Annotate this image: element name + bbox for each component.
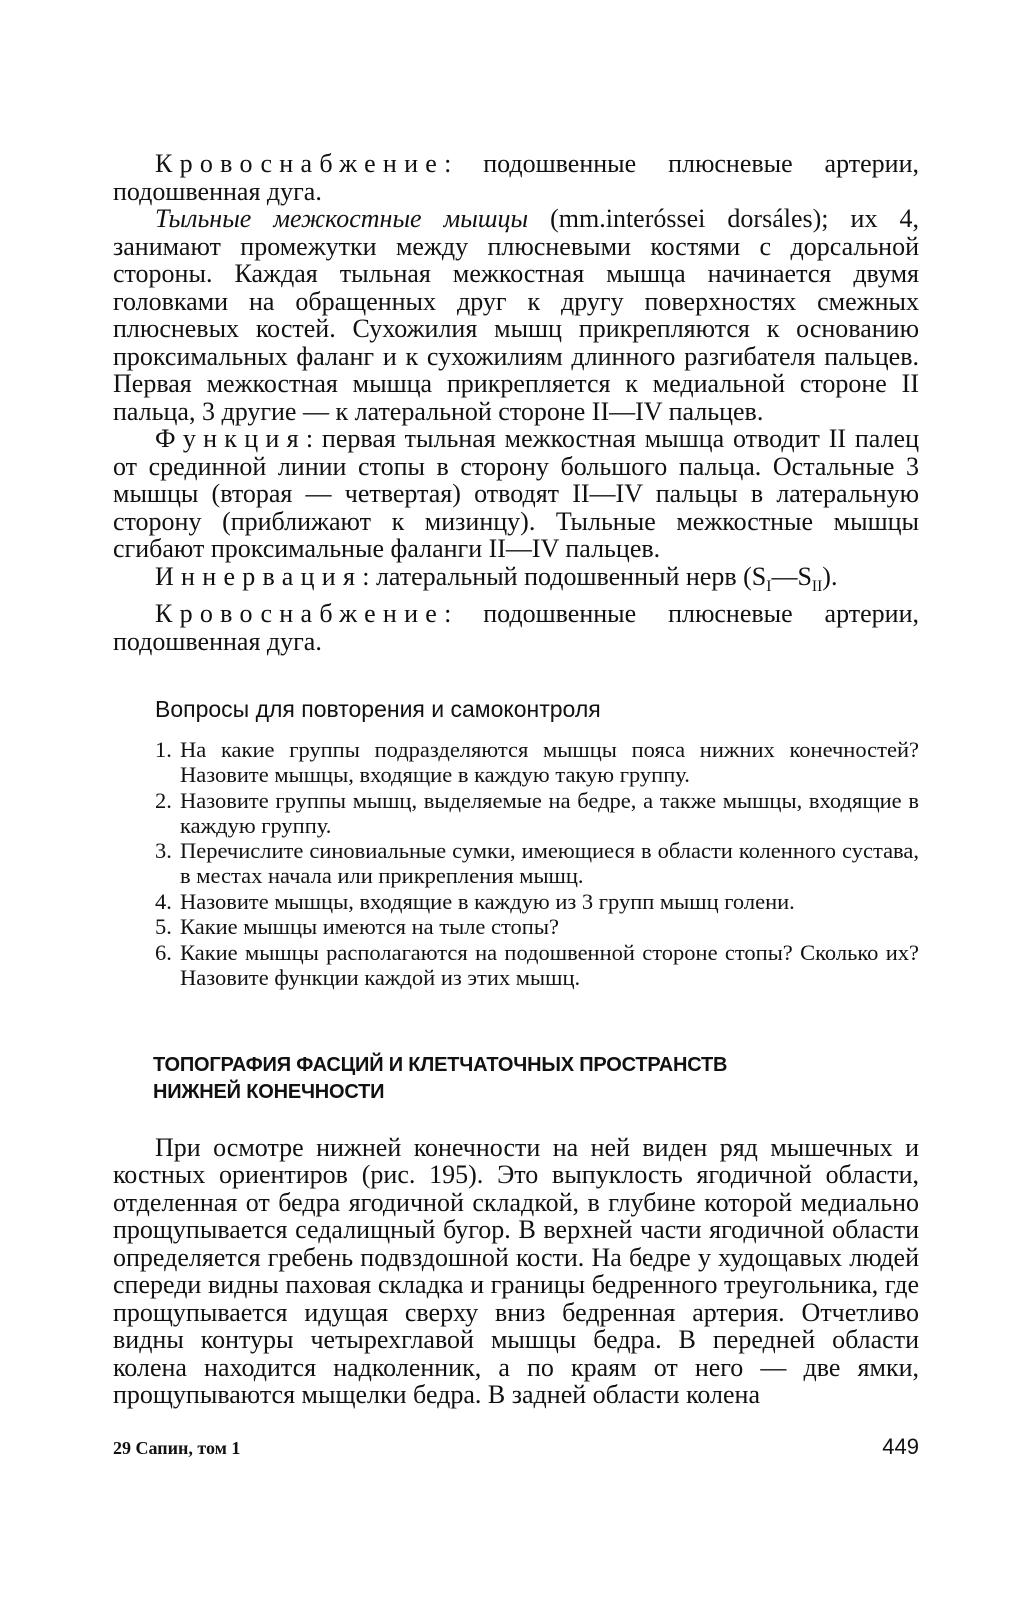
item-text: Какие мышцы имеются на тыле стопы?	[180, 914, 559, 940]
term-label: Кровоснабжение	[155, 599, 445, 629]
paragraph-text: : подошвенные плюсневые артерии, подошвенная дуга.	[113, 599, 919, 656]
paragraph-innervation	[113, 563, 919, 601]
questions-heading: Вопросы для повторения и самоконтроля	[155, 696, 601, 723]
term-label: Кровоснабжение	[155, 149, 445, 178]
paragraph-text: ).	[822, 561, 838, 591]
item-number: 4.	[155, 888, 172, 914]
list-item	[113, 914, 919, 939]
paragraph-text: : подошвенные плюсневые артерии, подошвенная дуга.	[113, 149, 919, 206]
list-item	[113, 940, 919, 990]
paragraph-text: : первая тыльная межкостная мышца отводит II палец от срединной линии стопы в сторону большого пальца. Остальные 3 мышцы (вторая — четвертая) отводят II—IV пальцы в латеральную сторону (приближают к мизинцу). Тыльные межкостные мышцы сгибают проксимальные фаланги II—IV пальцев.	[113, 424, 919, 563]
list-item	[113, 889, 919, 914]
item-number: 2.	[155, 787, 172, 813]
item-number: 3.	[155, 838, 172, 864]
term-label: Функция	[155, 424, 306, 453]
paragraph-blood-supply-2	[113, 600, 919, 655]
list-item	[113, 737, 919, 787]
section-title	[153, 1052, 919, 1106]
muscle-name: Тыльные межкостные мышцы	[155, 204, 529, 233]
subscript: II	[811, 577, 823, 595]
questions-list	[113, 737, 919, 990]
item-text: Назовите группы мышц, выделяемые на бедре, а также мышцы, входящие в каждую группу.	[180, 787, 919, 838]
section-title-line: ТОПОГРАФИЯ ФАСЦИЙ И КЛЕТЧАТОЧНЫХ ПРОСТРАНСТВ	[153, 1053, 728, 1076]
paragraph-text: —S	[771, 561, 812, 591]
page-number: 449	[882, 1434, 919, 1459]
item-text: Какие мышцы располагаются на подошвенной стороне стопы? Сколько их? Назовите функции каждой из этих мышц.	[180, 939, 919, 990]
item-text: Назовите мышцы, входящие в каждую из 3 групп мышц голени.	[180, 888, 795, 914]
paragraph-blood-supply-1	[113, 150, 919, 205]
item-number: 6.	[155, 939, 172, 965]
page-footer	[113, 1434, 919, 1464]
section-body-paragraph: При осмотре нижней конечности на ней виден ряд мышечных и костных ориентиров (рис. 195). Это выпуклость ягодичной области, отделенная от бедра ягодичной складкой, в глубине которой медиально прощупывается седалищный бугор. В верхней части ягодичной области определяется гребень подвздошной кости. На бедре у худощавых людей спереди видны паховая складка и границы бедренного треугольника, где прощупывается идущая сверху вниз бедренная артерия. Отчетливо видны контуры четырехглавой мышцы бедра. В передней области колена находится надколенник, а по краям от него — две ямки, прощупываются мыщелки бедра. В задней области колена	[113, 1132, 919, 1410]
item-number: 5.	[155, 914, 172, 940]
paragraph-text: : латеральный подошвенный нерв (S	[362, 561, 767, 591]
list-item	[113, 788, 919, 838]
signature-mark: 29 Сапин, том 1	[113, 1438, 241, 1458]
term-label: Иннервация	[155, 561, 363, 591]
paragraph-function	[113, 425, 919, 563]
page-content	[113, 150, 919, 1409]
subscript: I	[766, 577, 772, 595]
section-title-line: НИЖНЕЙ КОНЕЧНОСТИ	[153, 1080, 385, 1103]
list-item	[113, 838, 919, 888]
item-text: Перечислите синовиальные сумки, имеющиеся в области коленного сустава, в местах начала или прикрепления мышц.	[180, 838, 919, 889]
item-number: 1.	[155, 737, 172, 763]
paragraph-text: (mm.interóssei dorsáles); их 4, занимают промежутки между плюсневыми костями с дорсальной стороны. Каждая тыльная межкостная мышца начинается двумя головками на обращенных друг к другу поверхностях смежных плюсневых костей. Сухожилия мышц прикрепляются к основанию проксимальных фаланг и к сухожилиям длинного разгибателя пальцев. Первая межкостная мышца прикрепляется к медиальной стороне II пальца, 3 другие — к латеральной стороне II—IV пальцев.	[113, 204, 919, 426]
paragraph-dorsal-interossei	[113, 205, 919, 425]
item-text: На какие группы подразделяются мышцы пояса нижних конечностей? Назовите мышцы, входящие в каждую такую группу.	[180, 737, 919, 788]
